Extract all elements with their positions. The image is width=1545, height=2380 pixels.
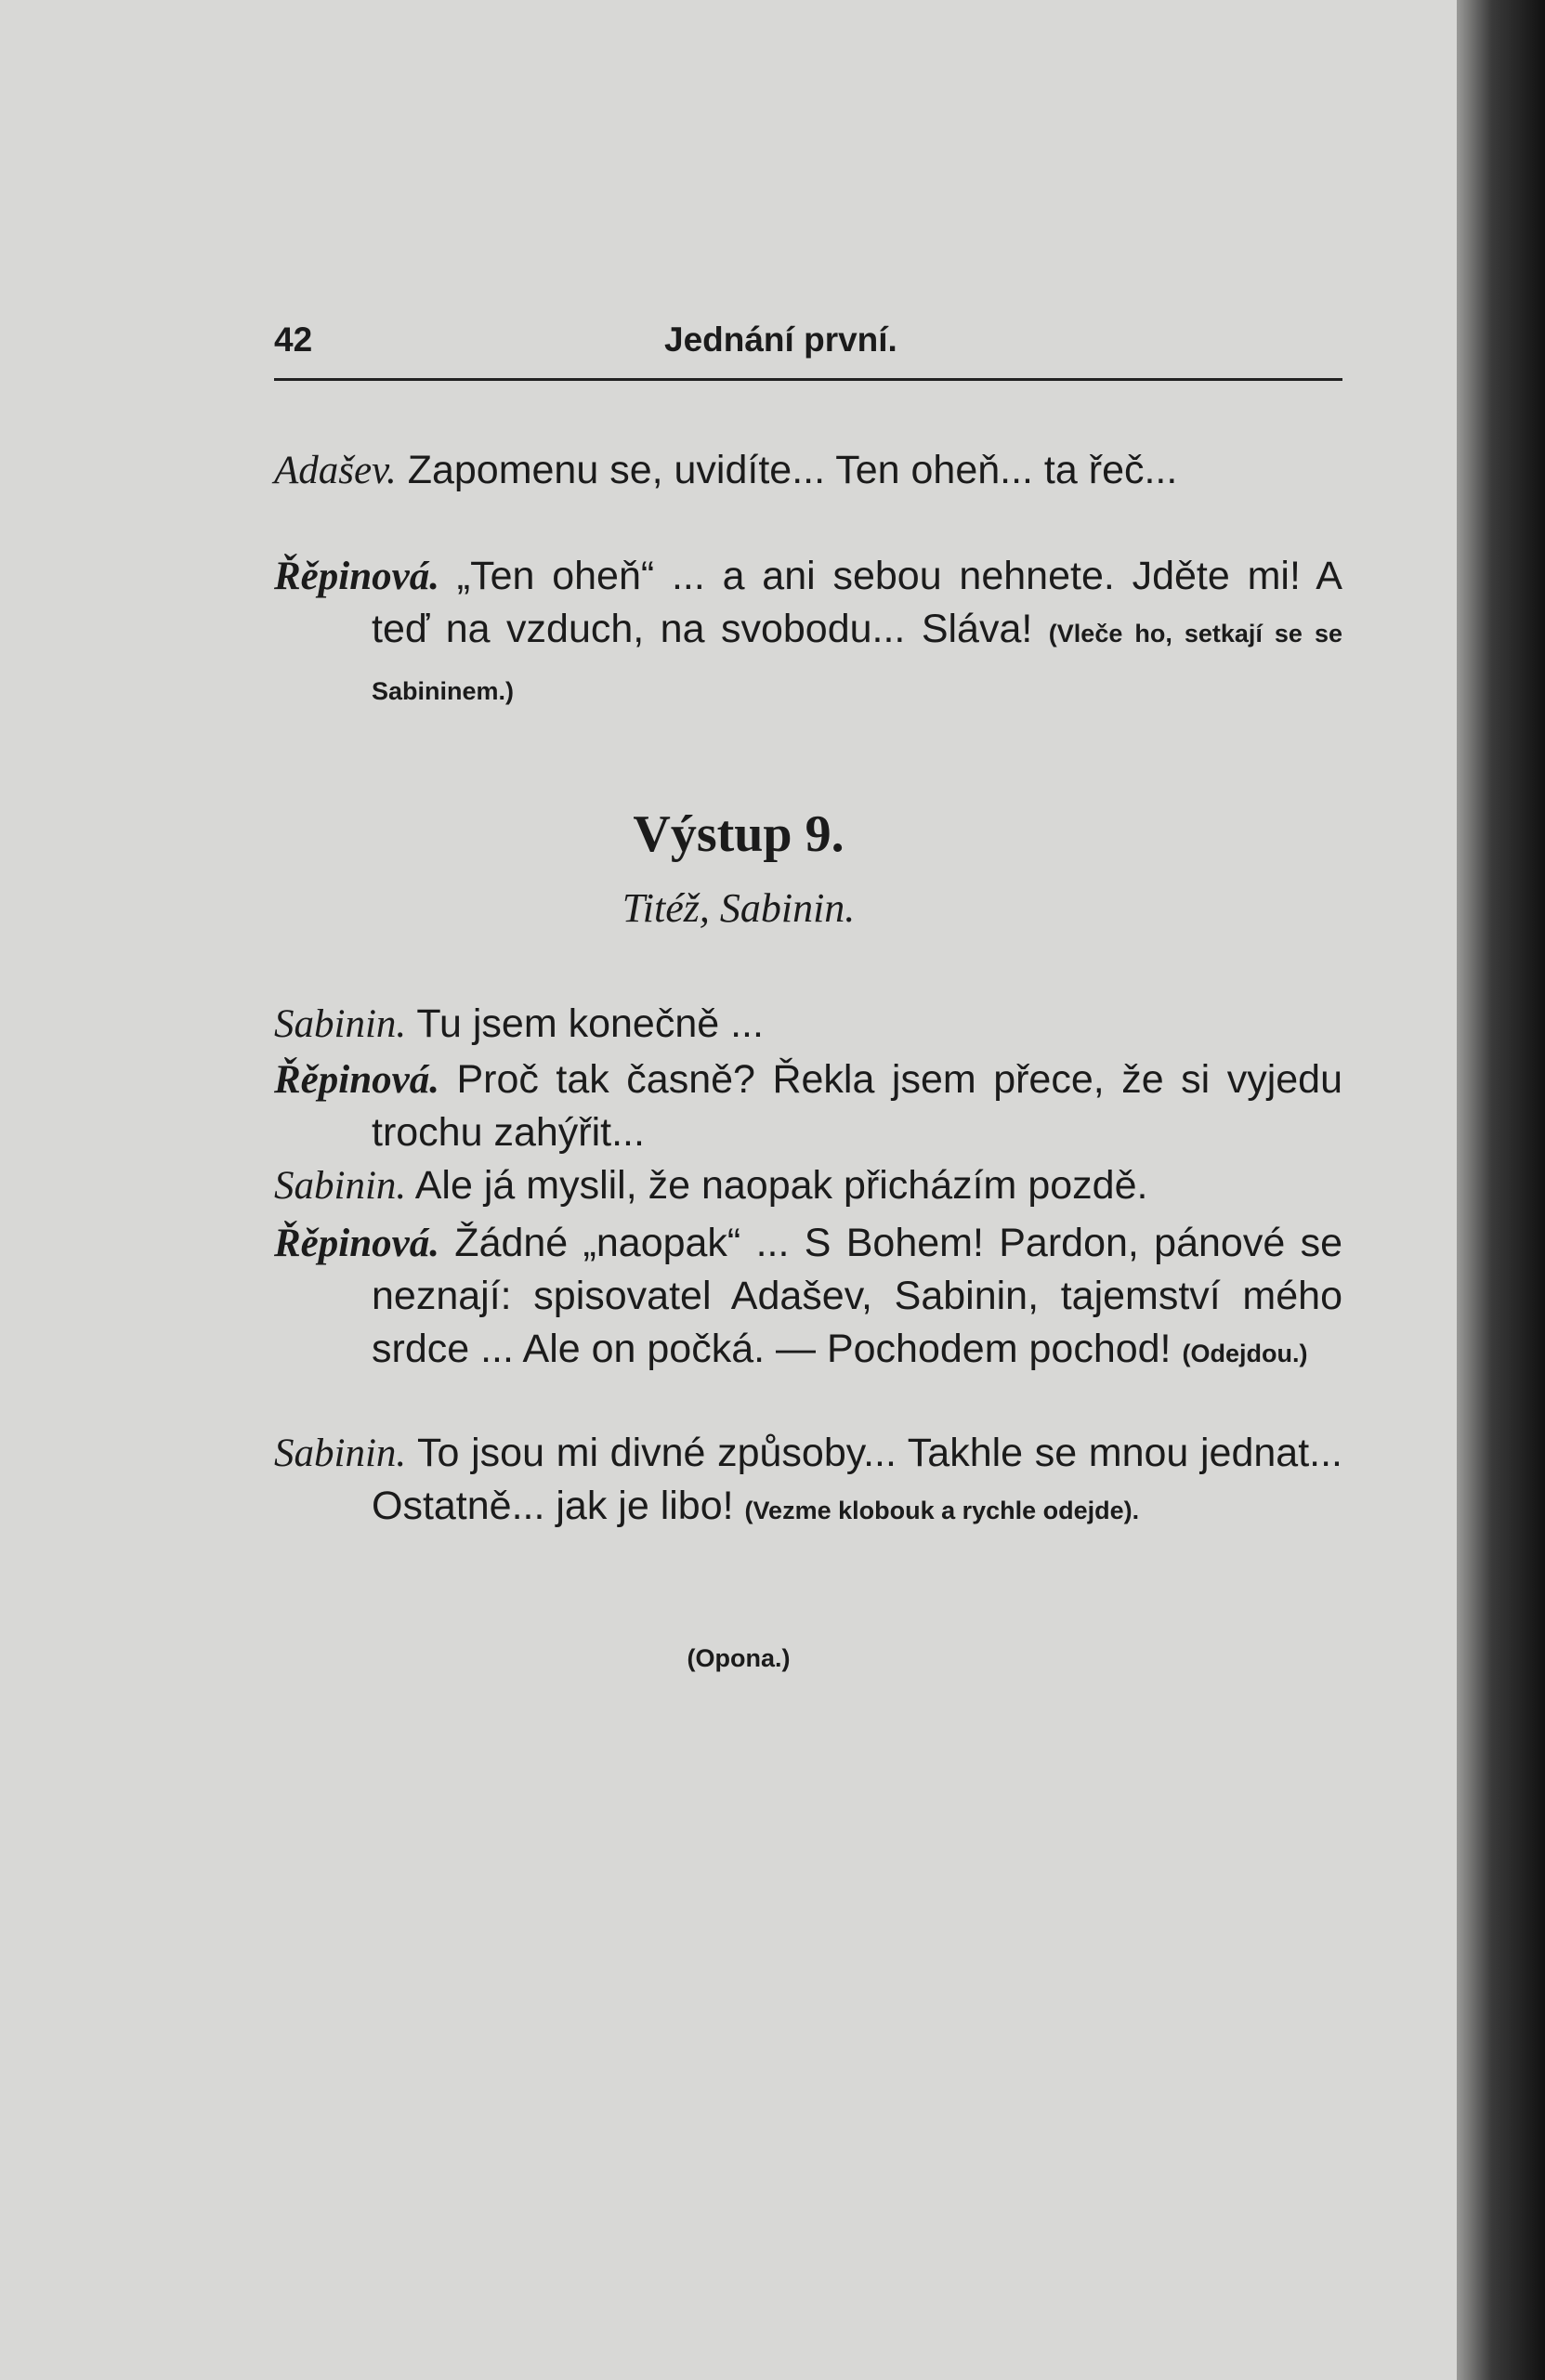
speech-text: Proč tak časně? Řekla jsem přece, že si vyjedu trochu zahýřit...: [372, 1057, 1342, 1155]
curtain-direction: (Opona.): [687, 1644, 791, 1672]
header-rule: [274, 378, 1342, 381]
speaker-name: Sabinin.: [274, 1002, 407, 1046]
speech-text: Zapomenu se, uvidíte... Ten oheň... ta řeč...: [407, 448, 1178, 492]
running-header: [274, 320, 1342, 376]
speech-sabinin-3: [274, 1427, 1342, 1537]
speech-repinova-2: [274, 1053, 1342, 1159]
speech-text: Ale já myslil, že naopak přicházím pozdě.: [414, 1163, 1148, 1208]
stage-direction: (Odejdou.): [1182, 1340, 1308, 1367]
scene-persons: Titéž, Sabinin.: [622, 885, 856, 931]
speaker-name: Sabinin.: [274, 1432, 407, 1475]
page-number: 42: [274, 320, 313, 359]
speech-text: Tu jsem konečně ...: [416, 1001, 764, 1046]
running-title: Jednání první.: [664, 320, 897, 359]
speech-sabinin-2: [274, 1159, 1342, 1212]
speech-repinova-3: [274, 1217, 1342, 1380]
speaker-name: Sabinin.: [274, 1164, 407, 1208]
speech-repinova-1: [274, 550, 1342, 718]
speech-text: Žádné „naopak“ ... S Bohem! Pardon, pánové se neznají: spisovatel Adašev, Sabinin, tajemství mého srdce ... Ale on počká. — Pochodem pochod!: [372, 1221, 1342, 1371]
scene-heading: Výstup 9.: [633, 805, 845, 863]
speech-text: To jsou mi divné způsoby... Takhle se mnou jednat... Ostatně... jak je libo!: [372, 1431, 1342, 1528]
speaker-name: Řěpinová.: [274, 555, 439, 598]
stage-direction: (Vezme klobouk a rychle odejde).: [744, 1497, 1140, 1524]
speaker-name: Adašev.: [274, 449, 397, 492]
book-binding-edge: [1457, 0, 1545, 2380]
stage-direction: (Vleče ho, setkají se se Sabininem.): [372, 620, 1342, 705]
speaker-name: Řěpinová.: [274, 1058, 439, 1102]
speaker-name: Řěpinová.: [274, 1222, 439, 1265]
speech-sabinin-1: [274, 998, 1342, 1051]
speech-adasev-1: [274, 444, 1342, 497]
speech-text: „Ten oheň“ ... a ani sebou nehnete. Jděte mi! A teď na vzduch, na svobodu... Sláva!: [372, 554, 1342, 651]
